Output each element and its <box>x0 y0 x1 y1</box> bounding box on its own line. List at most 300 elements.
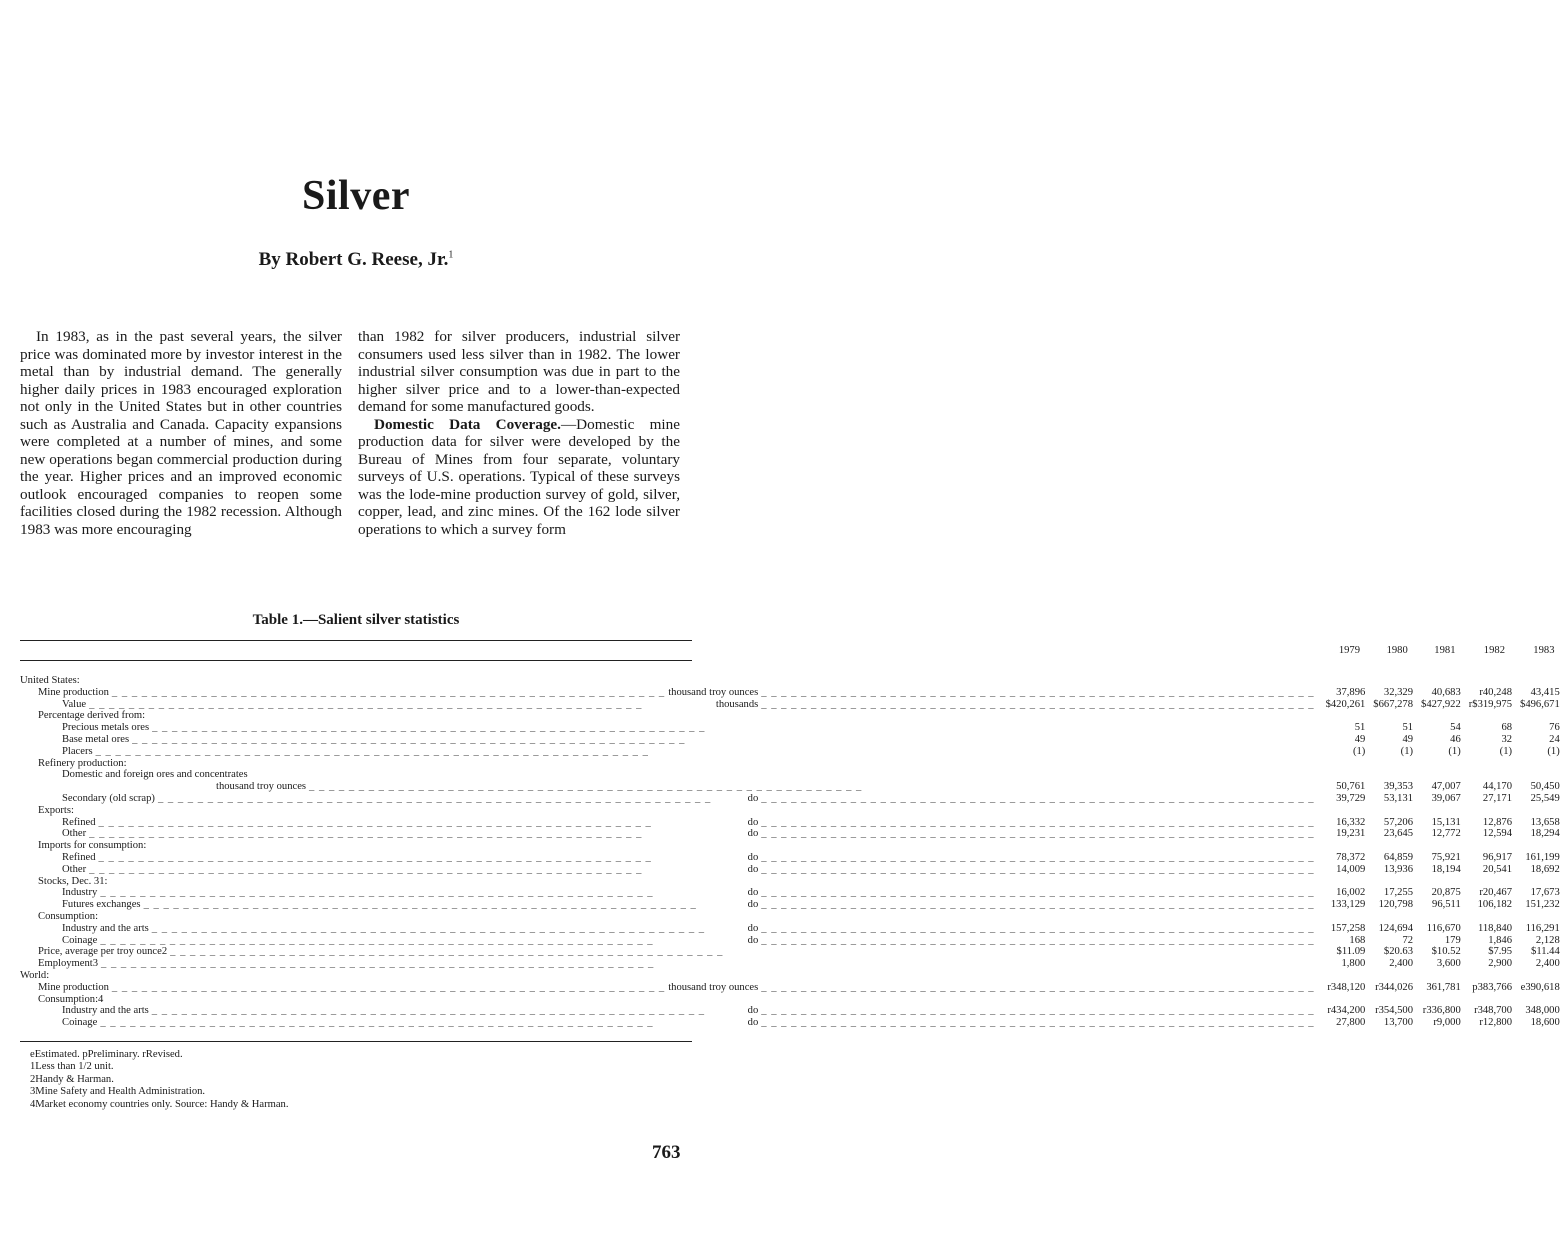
row-label-text: Other <box>62 828 87 840</box>
row-value: 13,658 <box>1530 816 1560 828</box>
dot-leader <box>100 1017 744 1029</box>
row-value: 64,859 <box>1383 851 1414 863</box>
year-header: 1983 <box>1533 645 1555 657</box>
row-label <box>20 781 1326 793</box>
row-value: 2,400 <box>1389 958 1414 970</box>
row-value: 40,683 <box>1431 686 1461 698</box>
table-bottom-rule <box>20 1041 692 1042</box>
row-value <box>1326 769 1374 781</box>
row-value: 2,900 <box>1488 958 1513 970</box>
row-label-text: Mine production <box>38 981 109 993</box>
row-value: 51 <box>1354 722 1366 734</box>
row-value: 18,600 <box>1530 1017 1560 1029</box>
table-row <box>20 935 1568 947</box>
row-label-cell <box>20 935 1326 947</box>
row-value: 118,840 <box>1477 922 1513 934</box>
row-label <box>20 687 1326 699</box>
dot-leader <box>144 899 745 911</box>
row-value <box>1421 840 1469 852</box>
row-value: $420,261 <box>1325 698 1366 710</box>
row-value: (1) <box>1499 745 1513 757</box>
row-label-text: Industry <box>62 887 98 899</box>
row-label <box>20 970 1326 982</box>
table-title: Table 1.—Salient silver statistics <box>252 612 460 628</box>
row-value: 13,936 <box>1383 863 1414 875</box>
row-value <box>1373 675 1421 687</box>
row-value: r434,200 <box>1327 1005 1366 1017</box>
row-unit: do <box>747 828 759 840</box>
dot-leader <box>761 1005 1314 1017</box>
row-value: 348,000 <box>1525 1005 1560 1017</box>
row-value <box>1469 994 1520 1006</box>
table-row <box>20 687 1568 699</box>
table-row <box>20 734 1568 746</box>
row-value <box>1326 805 1374 817</box>
row-value <box>1373 970 1421 982</box>
row-value: (1) <box>1400 745 1414 757</box>
row-label-cell <box>20 887 1326 899</box>
row-value <box>1520 769 1568 781</box>
row-value: $667,278 <box>1373 698 1414 710</box>
row-label <box>20 793 1326 805</box>
row-value <box>1520 675 1568 687</box>
row-label-cell <box>20 911 1326 923</box>
row-label-cell <box>20 923 1326 935</box>
row-value: 19,231 <box>1336 828 1366 840</box>
row-label <box>20 699 1326 711</box>
row-value: r344,026 <box>1375 981 1414 993</box>
row-value: 32 <box>1501 733 1513 745</box>
row-value: 20,541 <box>1482 863 1513 875</box>
row-label-text: Mine production <box>38 686 109 698</box>
row-value <box>1326 911 1374 923</box>
row-label <box>20 758 1326 770</box>
row-value: 15,131 <box>1431 816 1461 828</box>
table-body <box>20 675 1568 1029</box>
row-value <box>1421 710 1469 722</box>
row-unit: do <box>747 887 759 899</box>
row-value: 1,800 <box>1341 958 1366 970</box>
footnote-line: 1Less than 1/2 unit. <box>30 1061 114 1073</box>
row-label-cell <box>20 899 1326 911</box>
row-value: 32,329 <box>1383 686 1414 698</box>
dot-leader <box>89 699 713 711</box>
dot-leader <box>761 935 1314 947</box>
table-row <box>20 1017 1568 1029</box>
row-label <box>20 958 1326 970</box>
dot-leader <box>99 817 745 829</box>
row-value: r348,120 <box>1327 981 1366 993</box>
year-header: 1979 <box>1338 645 1361 657</box>
row-value <box>1326 970 1374 982</box>
dot-leader <box>132 734 1314 746</box>
row-label-cell <box>20 722 1326 734</box>
table-row <box>20 710 1568 722</box>
table-row <box>20 958 1568 970</box>
dot-leader <box>309 781 1315 793</box>
row-value <box>1421 876 1469 888</box>
row-value: r20,467 <box>1479 887 1513 899</box>
row-label-cell <box>20 982 1326 994</box>
year-header: 1980 <box>1386 645 1408 657</box>
row-value: 18,194 <box>1431 863 1461 875</box>
dot-leader <box>89 864 745 876</box>
row-value <box>1469 970 1520 982</box>
row-value: e390,618 <box>1520 981 1560 993</box>
row-label <box>20 982 1326 994</box>
paragraph-continuation: than 1982 for silver producers, industrial silver consumers used less silver than in 1982. The lower industrial silver consumption was due in part to the higher silver price and to a lower-than-expected demand for some manufactured goods. <box>358 328 680 416</box>
row-label <box>20 852 1326 864</box>
row-value: p383,766 <box>1472 981 1513 993</box>
row-value: 3,600 <box>1436 958 1461 970</box>
row-label <box>20 923 1326 935</box>
row-label-text: World: <box>20 969 50 981</box>
row-value <box>1520 994 1568 1006</box>
row-unit: do <box>747 899 759 911</box>
dot-leader <box>112 687 665 699</box>
row-label-text: Value <box>62 698 87 710</box>
row-value <box>1469 805 1520 817</box>
row-value <box>1326 675 1374 687</box>
row-label-text: Industry and the arts <box>62 922 149 934</box>
row-unit: thousands <box>715 698 759 710</box>
dot-leader <box>89 828 745 840</box>
row-value: 50,450 <box>1530 781 1560 793</box>
row-value: (1) <box>1448 745 1461 757</box>
row-value <box>1421 675 1469 687</box>
row-label-cell <box>20 994 1326 1006</box>
row-unit: do <box>747 816 759 828</box>
row-unit: thousand troy ounces <box>668 981 759 993</box>
row-value <box>1469 911 1520 923</box>
row-value: 1,846 <box>1488 934 1513 946</box>
row-value: 106,182 <box>1477 899 1513 911</box>
row-label-text: Secondary (old scrap) <box>62 792 155 804</box>
table-row <box>20 911 1568 923</box>
row-value: r336,800 <box>1422 1005 1461 1017</box>
row-value <box>1469 840 1520 852</box>
table-row <box>20 852 1568 864</box>
table-row <box>20 970 1568 982</box>
row-value <box>1421 911 1469 923</box>
row-unit: do <box>747 934 759 946</box>
row-value: 49 <box>1402 733 1414 745</box>
row-label-text: Consumption: <box>38 910 99 922</box>
row-value: 27,800 <box>1336 1017 1366 1029</box>
row-unit: do <box>747 1005 759 1017</box>
row-value: 116,291 <box>1525 922 1560 934</box>
row-value: 24 <box>1549 733 1560 745</box>
row-value: $20.63 <box>1383 946 1414 958</box>
row-label-text: Imports for consumption: <box>38 840 147 852</box>
dot-leader <box>170 946 1314 958</box>
table-row <box>20 1005 1568 1017</box>
right-column <box>358 328 680 539</box>
row-value: 2,400 <box>1535 958 1560 970</box>
row-value <box>1373 876 1421 888</box>
row-value <box>1373 911 1421 923</box>
row-value: 53,131 <box>1383 792 1414 804</box>
footnote-line: 2Handy & Harman. <box>30 1073 114 1085</box>
table-row <box>20 675 1568 687</box>
author-byline <box>0 249 712 271</box>
row-label-text: Refined <box>62 851 96 863</box>
row-value: $11.44 <box>1531 946 1560 958</box>
row-value: 17,673 <box>1530 887 1560 899</box>
row-value: 168 <box>1349 934 1366 946</box>
row-label-text: Placers <box>62 745 93 757</box>
paragraph-data-coverage <box>358 416 680 539</box>
table-row <box>20 887 1568 899</box>
table-row <box>20 864 1568 876</box>
row-unit: do <box>747 1017 759 1029</box>
dot-leader <box>761 852 1314 864</box>
salient-statistics-table <box>20 643 1568 1029</box>
row-value: 2,128 <box>1535 934 1560 946</box>
year-header: 1981 <box>1434 645 1456 657</box>
row-value <box>1520 805 1568 817</box>
dot-leader <box>112 982 665 994</box>
row-label <box>20 1017 1326 1029</box>
row-label <box>20 769 1326 781</box>
row-value <box>1469 710 1520 722</box>
row-value: 78,372 <box>1336 851 1366 863</box>
row-label <box>20 864 1326 876</box>
row-value: 16,332 <box>1336 816 1366 828</box>
dot-leader <box>761 887 1314 899</box>
row-value: 17,255 <box>1383 887 1414 899</box>
row-value: 25,549 <box>1530 792 1560 804</box>
row-label-cell <box>20 793 1326 805</box>
table-row <box>20 817 1568 829</box>
row-value: 46 <box>1450 733 1461 745</box>
row-value: 361,781 <box>1426 981 1461 993</box>
row-label <box>20 828 1326 840</box>
row-value: 120,798 <box>1378 899 1414 911</box>
row-label-cell <box>20 946 1326 958</box>
row-value: 151,232 <box>1525 899 1560 911</box>
row-value: $427,922 <box>1421 698 1461 710</box>
row-unit: thousand troy ounces <box>668 686 759 698</box>
row-value <box>1469 675 1520 687</box>
row-label-text: Price, average per troy ounce2 <box>38 946 168 958</box>
row-label-text: Stocks, Dec. 31: <box>38 875 108 887</box>
dot-leader <box>152 722 1314 734</box>
row-value: 124,694 <box>1378 922 1414 934</box>
row-label <box>20 876 1326 888</box>
row-value: 20,875 <box>1431 887 1461 899</box>
dot-leader <box>761 817 1314 829</box>
row-value: 72 <box>1402 934 1414 946</box>
row-value: r354,500 <box>1375 1005 1414 1017</box>
row-value: r348,700 <box>1474 1005 1513 1017</box>
row-label <box>20 935 1326 947</box>
section-heading-domestic-data-coverage: Domestic Data Coverage. <box>374 415 561 433</box>
dot-leader <box>761 899 1314 911</box>
row-value: 43,415 <box>1530 686 1560 698</box>
year-header: 1982 <box>1483 645 1505 657</box>
row-label-cell <box>20 958 1326 970</box>
row-value: r12,800 <box>1479 1017 1513 1029</box>
row-value <box>1373 758 1421 770</box>
row-label-text: Refinery production: <box>38 757 127 769</box>
row-value: r$319,975 <box>1468 698 1513 710</box>
row-value: 116,670 <box>1426 922 1461 934</box>
row-value: 179 <box>1444 934 1461 946</box>
row-label-cell <box>20 1005 1326 1017</box>
row-label <box>20 746 1326 758</box>
row-value <box>1520 758 1568 770</box>
row-value: 37,896 <box>1336 686 1366 698</box>
row-value <box>1520 710 1568 722</box>
row-value: 57,206 <box>1383 816 1414 828</box>
row-label <box>20 817 1326 829</box>
row-value: (1) <box>1547 745 1560 757</box>
row-label-text: Consumption:4 <box>38 993 104 1005</box>
row-value: $11.09 <box>1336 946 1366 958</box>
row-value: 23,645 <box>1383 828 1414 840</box>
row-label-text: Industry and the arts <box>62 1005 149 1017</box>
author-name: By Robert G. Reese, Jr. <box>258 249 449 270</box>
table-header-row <box>20 643 1568 659</box>
row-value: 12,594 <box>1482 828 1513 840</box>
row-label-cell <box>20 1017 1326 1029</box>
dot-leader <box>100 887 744 899</box>
row-label-cell <box>20 687 1326 699</box>
table-row <box>20 781 1568 793</box>
row-value <box>1421 805 1469 817</box>
row-value <box>1421 769 1469 781</box>
dot-leader <box>761 828 1314 840</box>
row-label-text: Refined <box>62 816 96 828</box>
paragraph-intro: In 1983, as in the past several years, the silver price was dominated more by investor interest in the metal than by industrial demand. The generally higher daily prices in 1983 encouraged exploration not only in the United States but in other countries such as Australia and Canada. Capacity expansions were completed at a number of mines, and some new operations began commercial production during the year. Higher prices and an improved economic outlook encouraged companies to reopen some facilities closed during the 1982 recession. Although 1983 was more encouraging <box>20 328 342 539</box>
footnote-line: 3Mine Safety and Health Administration. <box>30 1086 206 1098</box>
row-value: $496,671 <box>1520 698 1560 710</box>
row-value: r40,248 <box>1479 686 1513 698</box>
table-row <box>20 793 1568 805</box>
row-value: 18,294 <box>1530 828 1560 840</box>
table-row <box>20 840 1568 852</box>
page-number: 763 <box>652 1142 681 1163</box>
table-row <box>20 758 1568 770</box>
table-row <box>20 722 1568 734</box>
table-header-blank <box>20 643 1326 659</box>
row-value <box>1520 840 1568 852</box>
row-value: 39,729 <box>1336 792 1366 804</box>
dot-leader <box>761 923 1314 935</box>
row-value <box>1520 911 1568 923</box>
row-label-cell <box>20 840 1326 852</box>
row-value: 47,007 <box>1431 781 1461 793</box>
table-row <box>20 946 1568 958</box>
row-label <box>20 734 1326 746</box>
row-value: 68 <box>1501 722 1513 734</box>
row-value: 18,692 <box>1530 863 1560 875</box>
paragraph-data-coverage-text: —Domestic mine production data for silver were developed by the Bureau of Mines from four separate, voluntary surveys of U.S. operations. Typical of these surveys was the lode-mine production survey of gold, silver, copper, lead, and zinc mines. Of the 162 lode silver operations to which a survey form <box>358 415 680 539</box>
row-value: 13,700 <box>1383 1017 1414 1029</box>
row-label <box>20 1005 1326 1017</box>
row-label <box>20 911 1326 923</box>
row-value: 39,353 <box>1383 781 1414 793</box>
row-label-cell <box>20 852 1326 864</box>
row-value <box>1373 840 1421 852</box>
table-row <box>20 805 1568 817</box>
dot-leader <box>761 1017 1314 1029</box>
article-title: Silver <box>302 173 410 219</box>
row-value: 12,876 <box>1482 816 1513 828</box>
footnote-line: 4Market economy countries only. Source: Handy & Harman. <box>30 1098 289 1110</box>
table-row <box>20 876 1568 888</box>
table-row <box>20 899 1568 911</box>
row-value <box>1326 758 1374 770</box>
row-value <box>1326 710 1374 722</box>
dot-leader <box>96 746 1315 758</box>
dot-leader <box>761 699 1314 711</box>
row-value: 76 <box>1549 722 1560 734</box>
row-label <box>20 946 1326 958</box>
row-value: 51 <box>1402 722 1414 734</box>
table-row <box>20 699 1568 711</box>
row-value: (1) <box>1352 745 1366 757</box>
row-label-cell <box>20 828 1326 840</box>
row-value <box>1373 805 1421 817</box>
table-row <box>20 923 1568 935</box>
row-value: 161,199 <box>1525 851 1560 863</box>
row-value <box>1421 994 1469 1006</box>
row-unit: do <box>747 792 759 804</box>
dot-leader <box>152 923 745 935</box>
row-value: 96,511 <box>1432 899 1461 911</box>
row-value: 14,009 <box>1336 863 1366 875</box>
row-label-cell <box>20 675 1326 687</box>
row-label-text: United States: <box>20 675 80 686</box>
row-label <box>20 805 1326 817</box>
table-row <box>20 982 1568 994</box>
author-footnote-marker: 1 <box>448 249 454 261</box>
dot-leader <box>761 982 1314 994</box>
row-label-text: thousand troy ounces <box>216 781 307 793</box>
row-value <box>1421 758 1469 770</box>
row-value: 12,772 <box>1431 828 1461 840</box>
dot-leader <box>152 1005 745 1017</box>
dot-leader <box>761 687 1314 699</box>
row-value <box>1469 769 1520 781</box>
row-label-text: Exports: <box>38 804 74 816</box>
row-label-cell <box>20 758 1326 770</box>
dot-leader <box>99 852 745 864</box>
row-value: 133,129 <box>1330 899 1366 911</box>
left-column <box>20 328 342 539</box>
row-label <box>20 887 1326 899</box>
row-label-text: Coinage <box>62 1017 98 1029</box>
row-value: 157,258 <box>1330 922 1366 934</box>
row-label-cell <box>20 699 1326 711</box>
row-label-cell <box>20 746 1326 758</box>
row-value <box>1421 970 1469 982</box>
row-unit: do <box>747 922 759 934</box>
row-label-cell <box>20 769 1326 781</box>
row-value <box>1469 758 1520 770</box>
row-value <box>1469 876 1520 888</box>
row-value <box>1520 970 1568 982</box>
row-value <box>1373 710 1421 722</box>
row-value: 75,921 <box>1431 851 1461 863</box>
table-row <box>20 746 1568 758</box>
row-label <box>20 899 1326 911</box>
row-label-text: Other <box>62 863 87 875</box>
row-label-text: Precious metals ores <box>62 722 150 734</box>
row-label-text: Coinage <box>62 934 98 946</box>
